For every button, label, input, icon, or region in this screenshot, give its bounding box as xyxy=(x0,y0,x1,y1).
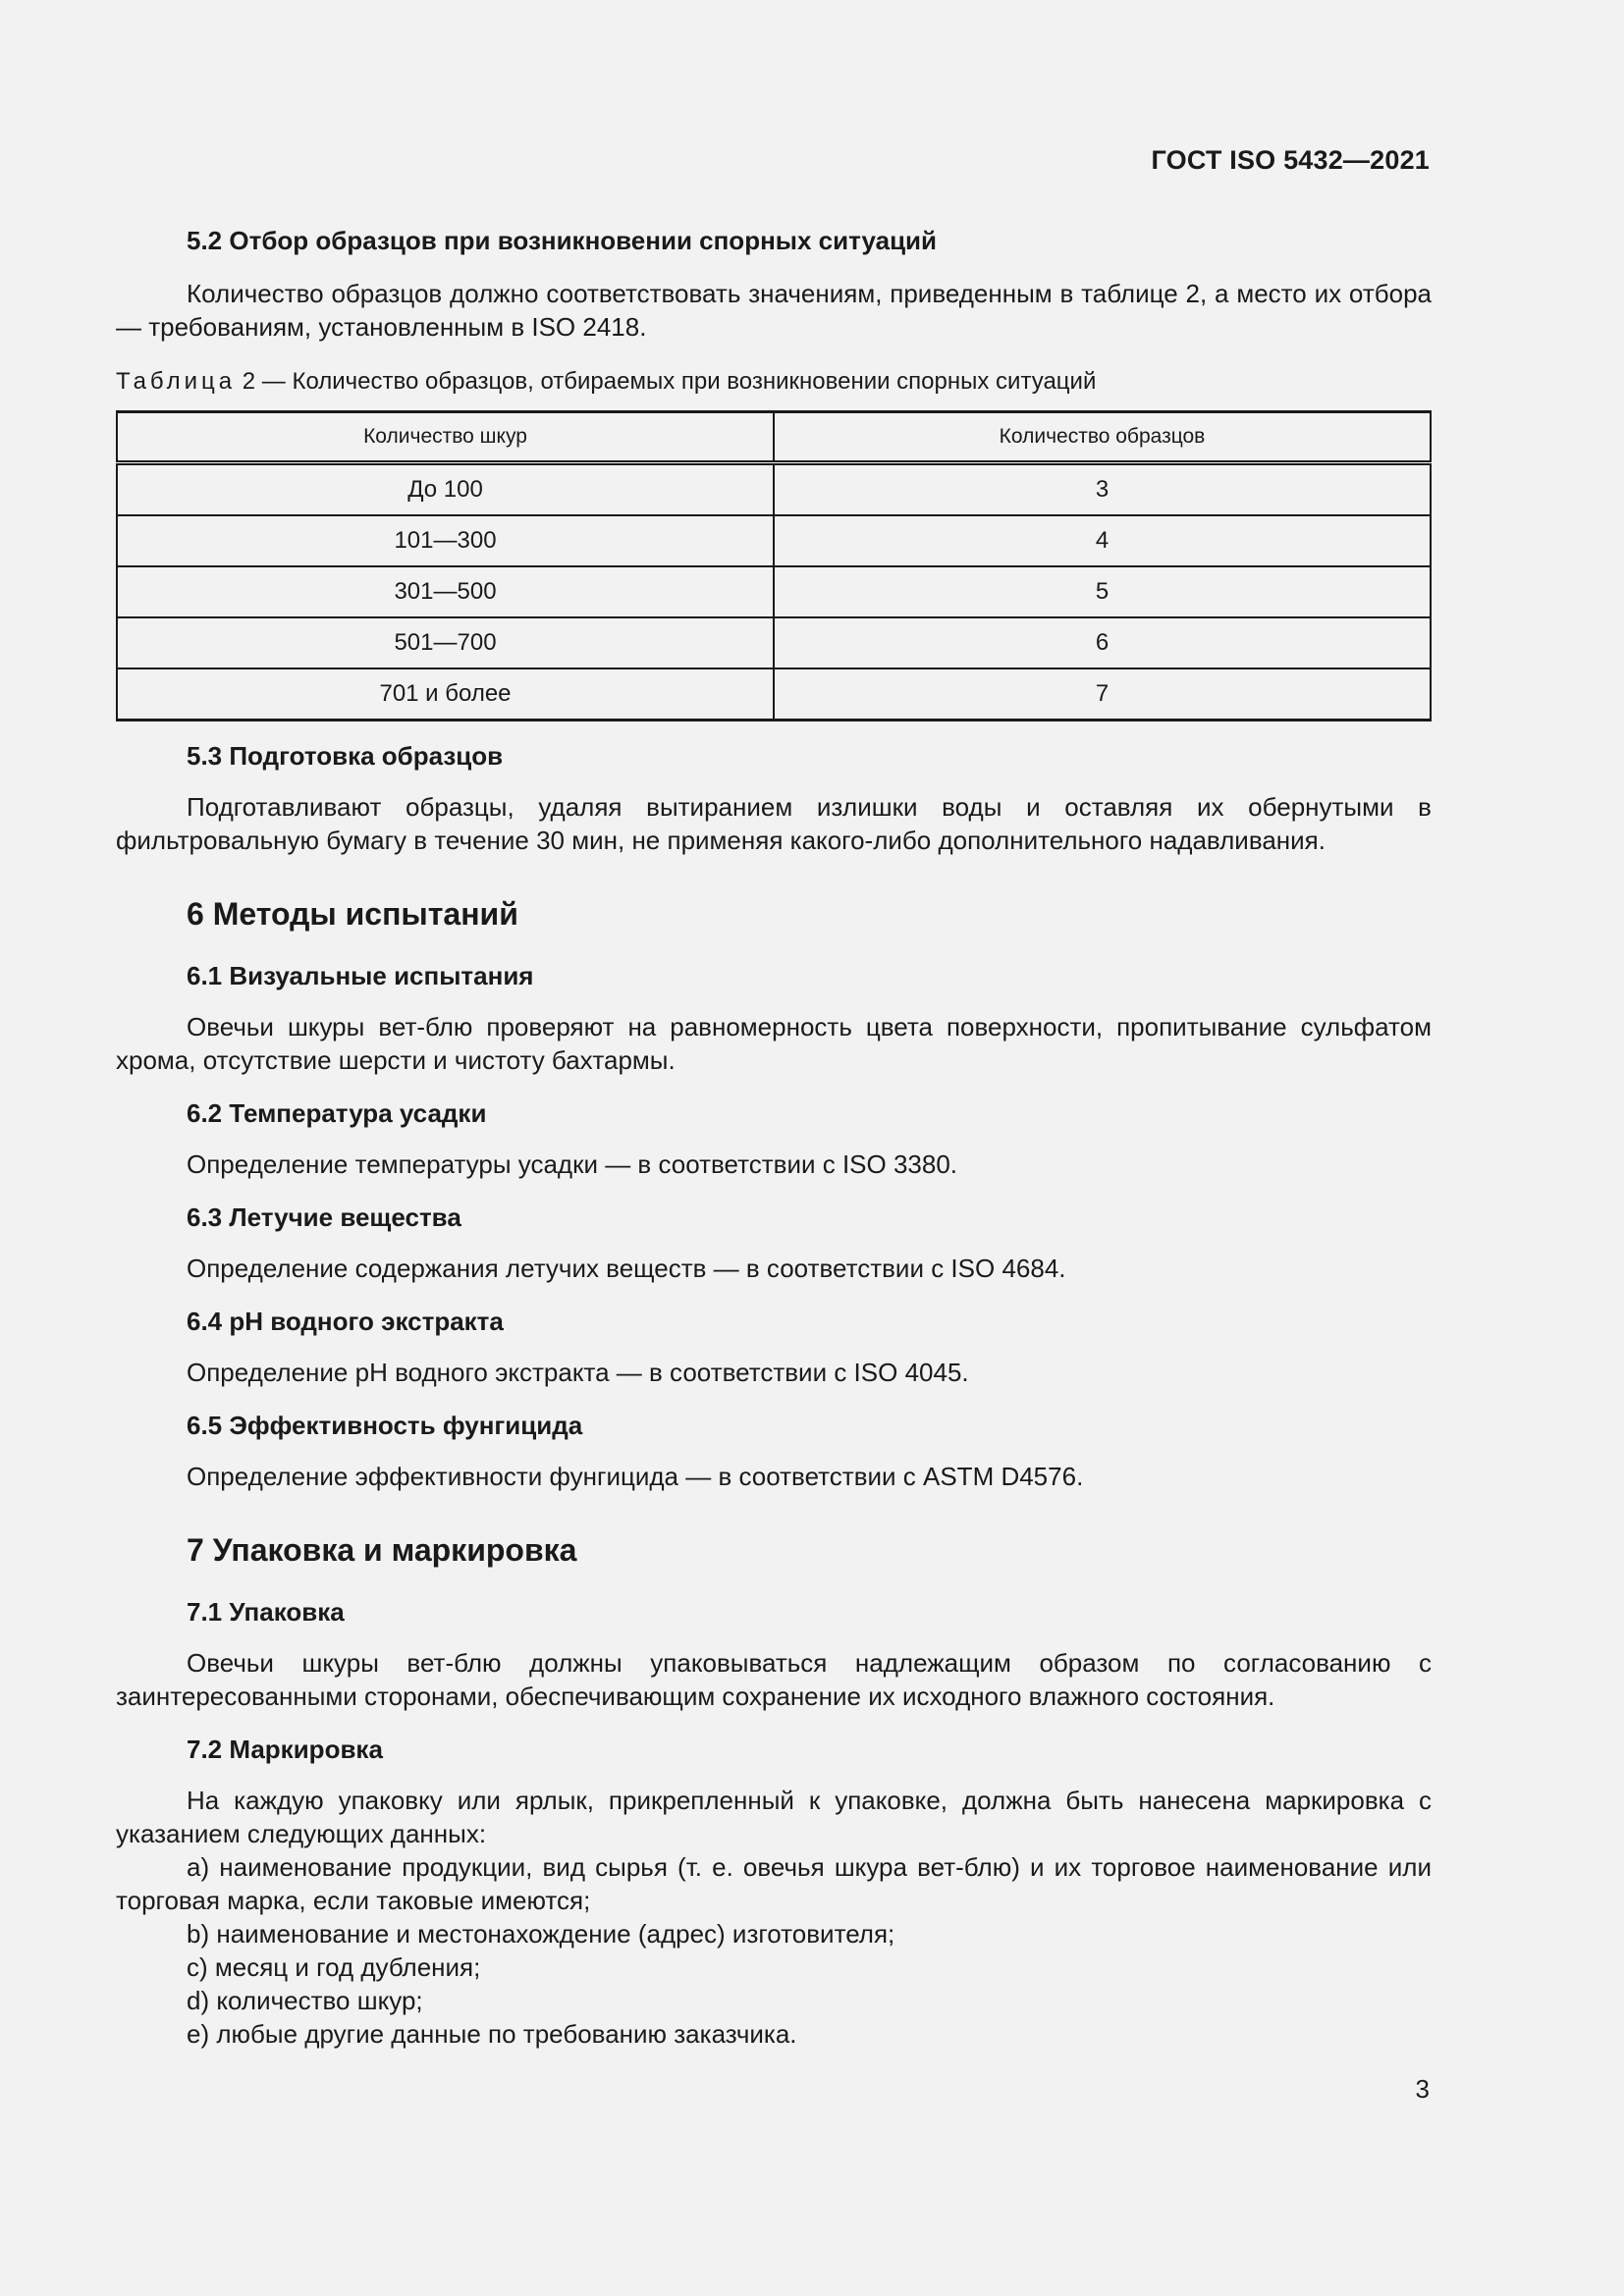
page-number: 3 xyxy=(1415,2074,1430,2104)
table-header-cell: Количество образцов xyxy=(774,412,1431,463)
table-cell: 6 xyxy=(774,617,1431,668)
table-2-caption xyxy=(116,365,1432,399)
section-5-2-title: 5.2 Отбор образцов при возникновении спорных ситуаций xyxy=(187,226,938,255)
table-cell: 501—700 xyxy=(117,617,774,668)
table-cell: 101—300 xyxy=(117,515,774,566)
table-2-caption-label: Таблица xyxy=(116,368,237,395)
section-6-3-title: 6.3 Летучие вещества xyxy=(187,1202,461,1232)
section-7-1-text: Овечьи шкуры вет-блю должны упаковываться надлежащим образом по согласованию с заинтересованными сторонами, обеспечивающим сохранение их исходного влажного состояния. xyxy=(116,1648,1432,1711)
table-cell: 3 xyxy=(774,463,1431,516)
table-header-cell: Количество шкур xyxy=(117,412,774,463)
list-item: a) наименование продукции, вид сырья (т. е. овечья шкура вет-блю) и их торговое наименование или торговая марка, если таковые имеются; xyxy=(116,1852,1432,1915)
table-cell: 4 xyxy=(774,515,1431,566)
section-7-1-title: 7.1 Упаковка xyxy=(187,1597,345,1627)
section-6-2-text: Определение температуры усадки — в соответствии с ISO 3380. xyxy=(187,1149,958,1179)
document-code: ГОСТ ISO 5432—2021 xyxy=(1151,145,1430,175)
section-5-2-text: Количество образцов должно соответствовать значениям, приведенным в таблице 2, а место их отбора — требованиям, установленным в ISO 2418. xyxy=(116,279,1432,342)
table-header-row xyxy=(117,412,1431,463)
table-row xyxy=(117,515,1431,566)
table-2 xyxy=(116,410,1432,721)
table-cell: До 100 xyxy=(117,463,774,516)
table-row xyxy=(117,463,1431,516)
section-6-5-text: Определение эффективности фунгицида — в соответствии с ASTM D4576. xyxy=(187,1462,1084,1491)
section-7-title: 7 Упаковка и маркировка xyxy=(187,1532,577,1568)
list-item: e) любые другие данные по требованию заказчика. xyxy=(187,2019,797,2049)
section-6-5-title: 6.5 Эффективность фунгицида xyxy=(187,1411,583,1440)
section-6-1-title: 6.1 Визуальные испытания xyxy=(187,961,534,990)
list-item: c) месяц и год дубления; xyxy=(187,1952,481,1982)
table-row xyxy=(117,668,1431,721)
table-cell: 301—500 xyxy=(117,566,774,617)
table-row xyxy=(117,566,1431,617)
section-7-2-text: На каждую упаковку или ярлык, прикрепленный к упаковке, должна быть нанесена маркировка с указанием следующих данных: xyxy=(116,1786,1432,1848)
list-item: d) количество шкур; xyxy=(187,1986,423,2015)
table-cell: 701 и более xyxy=(117,668,774,721)
section-6-title: 6 Методы испытаний xyxy=(187,896,518,932)
document-body xyxy=(116,224,1432,2051)
section-6-3-text: Определение содержания летучих веществ — в соответствии с ISO 4684. xyxy=(187,1254,1066,1283)
table-cell: 7 xyxy=(774,668,1431,721)
table-cell: 5 xyxy=(774,566,1431,617)
table-2-caption-text: 2 — Количество образцов, отбираемых при возникновении спорных ситуаций xyxy=(236,368,1097,395)
section-5-3-text: Подготавливают образцы, удаляя вытиранием излишки воды и оставляя их обернутыми в фильтровальную бумагу в течение 30 мин, не применяя какого-либо дополнительного надавливания. xyxy=(116,792,1432,855)
section-6-4-title: 6.4 pH водного экстракта xyxy=(187,1307,504,1336)
table-row xyxy=(117,617,1431,668)
section-5-3-title: 5.3 Подготовка образцов xyxy=(187,741,504,771)
section-6-4-text: Определение pH водного экстракта — в соответствии с ISO 4045. xyxy=(187,1358,969,1387)
section-7-2-title: 7.2 Маркировка xyxy=(187,1735,383,1764)
section-6-2-title: 6.2 Температура усадки xyxy=(187,1098,487,1128)
list-item: b) наименование и местонахождение (адрес) изготовителя; xyxy=(187,1919,895,1949)
section-6-1-text: Овечьи шкуры вет-блю проверяют на равномерность цвета поверхности, пропитывание сульфатом хрома, отсутствие шерсти и чистоту бахтармы. xyxy=(116,1012,1432,1075)
